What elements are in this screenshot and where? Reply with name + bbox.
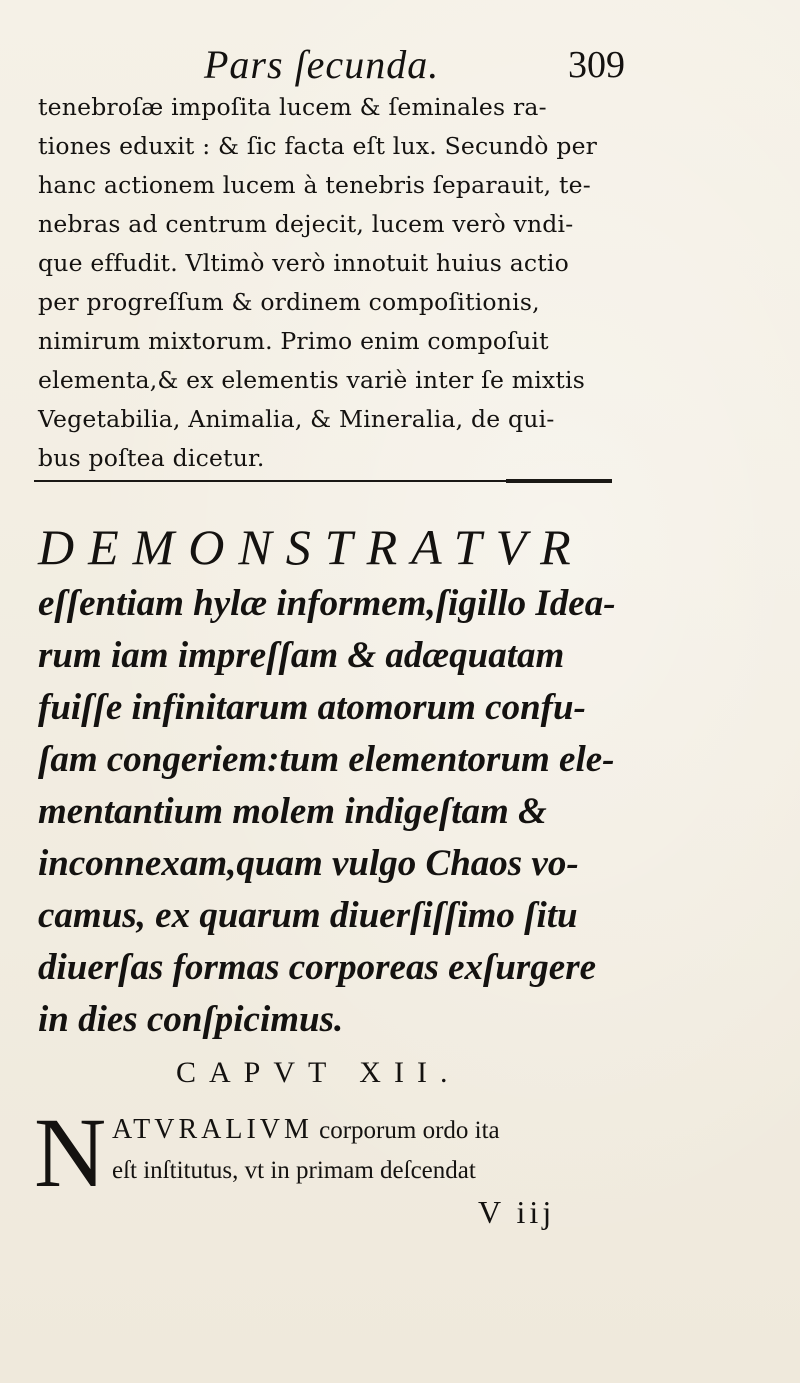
text-line: Vegetabilia, Animalia, & Mineralia, de qui-: [38, 405, 555, 433]
first-line-rest: corporum ordo ita: [312, 1117, 500, 1144]
body-paragraph: [38, 88, 678, 478]
text-line: nimirum mixtorum. Primo enim compoſuit: [38, 327, 549, 355]
italic-line: fuiſſe infinitarum atomorum confu-: [38, 687, 586, 728]
chapter-second-line: eſt inſtitutus, vt in primam deſcendat: [112, 1157, 476, 1184]
text-line: bus poſtea dicetur.: [38, 444, 265, 472]
italic-line: rum iam impreſſam & adæquatam: [38, 635, 565, 676]
demonstratur-paragraph: [38, 578, 678, 1046]
text-line: elementa,& ex elementis variè inter ſe mixtis: [38, 366, 586, 394]
text-line: per progreſſum & ordinem compoſitionis,: [38, 288, 540, 316]
italic-line: diuerſas formas corporeas exſurgere: [38, 947, 597, 988]
page-number: 309: [568, 44, 625, 86]
italic-line: in dies conſpicimus.: [38, 999, 344, 1040]
text-line: tenebroſæ impoſita lucem & ſeminales ra-: [38, 93, 547, 121]
demonstratur-title: DEMONSTRATVR: [38, 519, 585, 575]
running-head: Pars ſecunda.: [204, 42, 440, 87]
page-header: [36, 40, 676, 90]
chapter-first-line: [112, 1110, 692, 1151]
text-line: hanc actionem lucem à tenebris ſeparauit, te-: [38, 171, 591, 199]
italic-line: camus, ex quarum diuerſiſſimo ſitu: [38, 895, 578, 936]
drop-cap: N: [34, 1097, 107, 1208]
chapter-heading: CAPVT XII.: [176, 1056, 461, 1089]
signature-mark: V iij: [478, 1194, 556, 1230]
italic-line: eſſentiam hylæ informem,ſigillo Idea-: [38, 583, 616, 624]
italic-line: ſam congeriem:tum elementorum ele-: [38, 739, 615, 780]
text-line: que effudit. Vltimò verò innotuit huius actio: [38, 249, 569, 277]
small-caps-word: ATVRALIVM: [112, 1114, 313, 1145]
chapter-paragraph: [112, 1110, 692, 1191]
italic-line: inconnexam,quam vulgo Chaos vo-: [38, 843, 579, 884]
italic-line: mentantium molem indigeſtam &: [38, 791, 547, 832]
section-divider-thick: [506, 479, 612, 483]
text-line: tiones eduxit : & ſic facta eſt lux. Secundò per: [38, 132, 598, 160]
text-line: nebras ad centrum dejecit, lucem verò vndi-: [38, 210, 574, 238]
